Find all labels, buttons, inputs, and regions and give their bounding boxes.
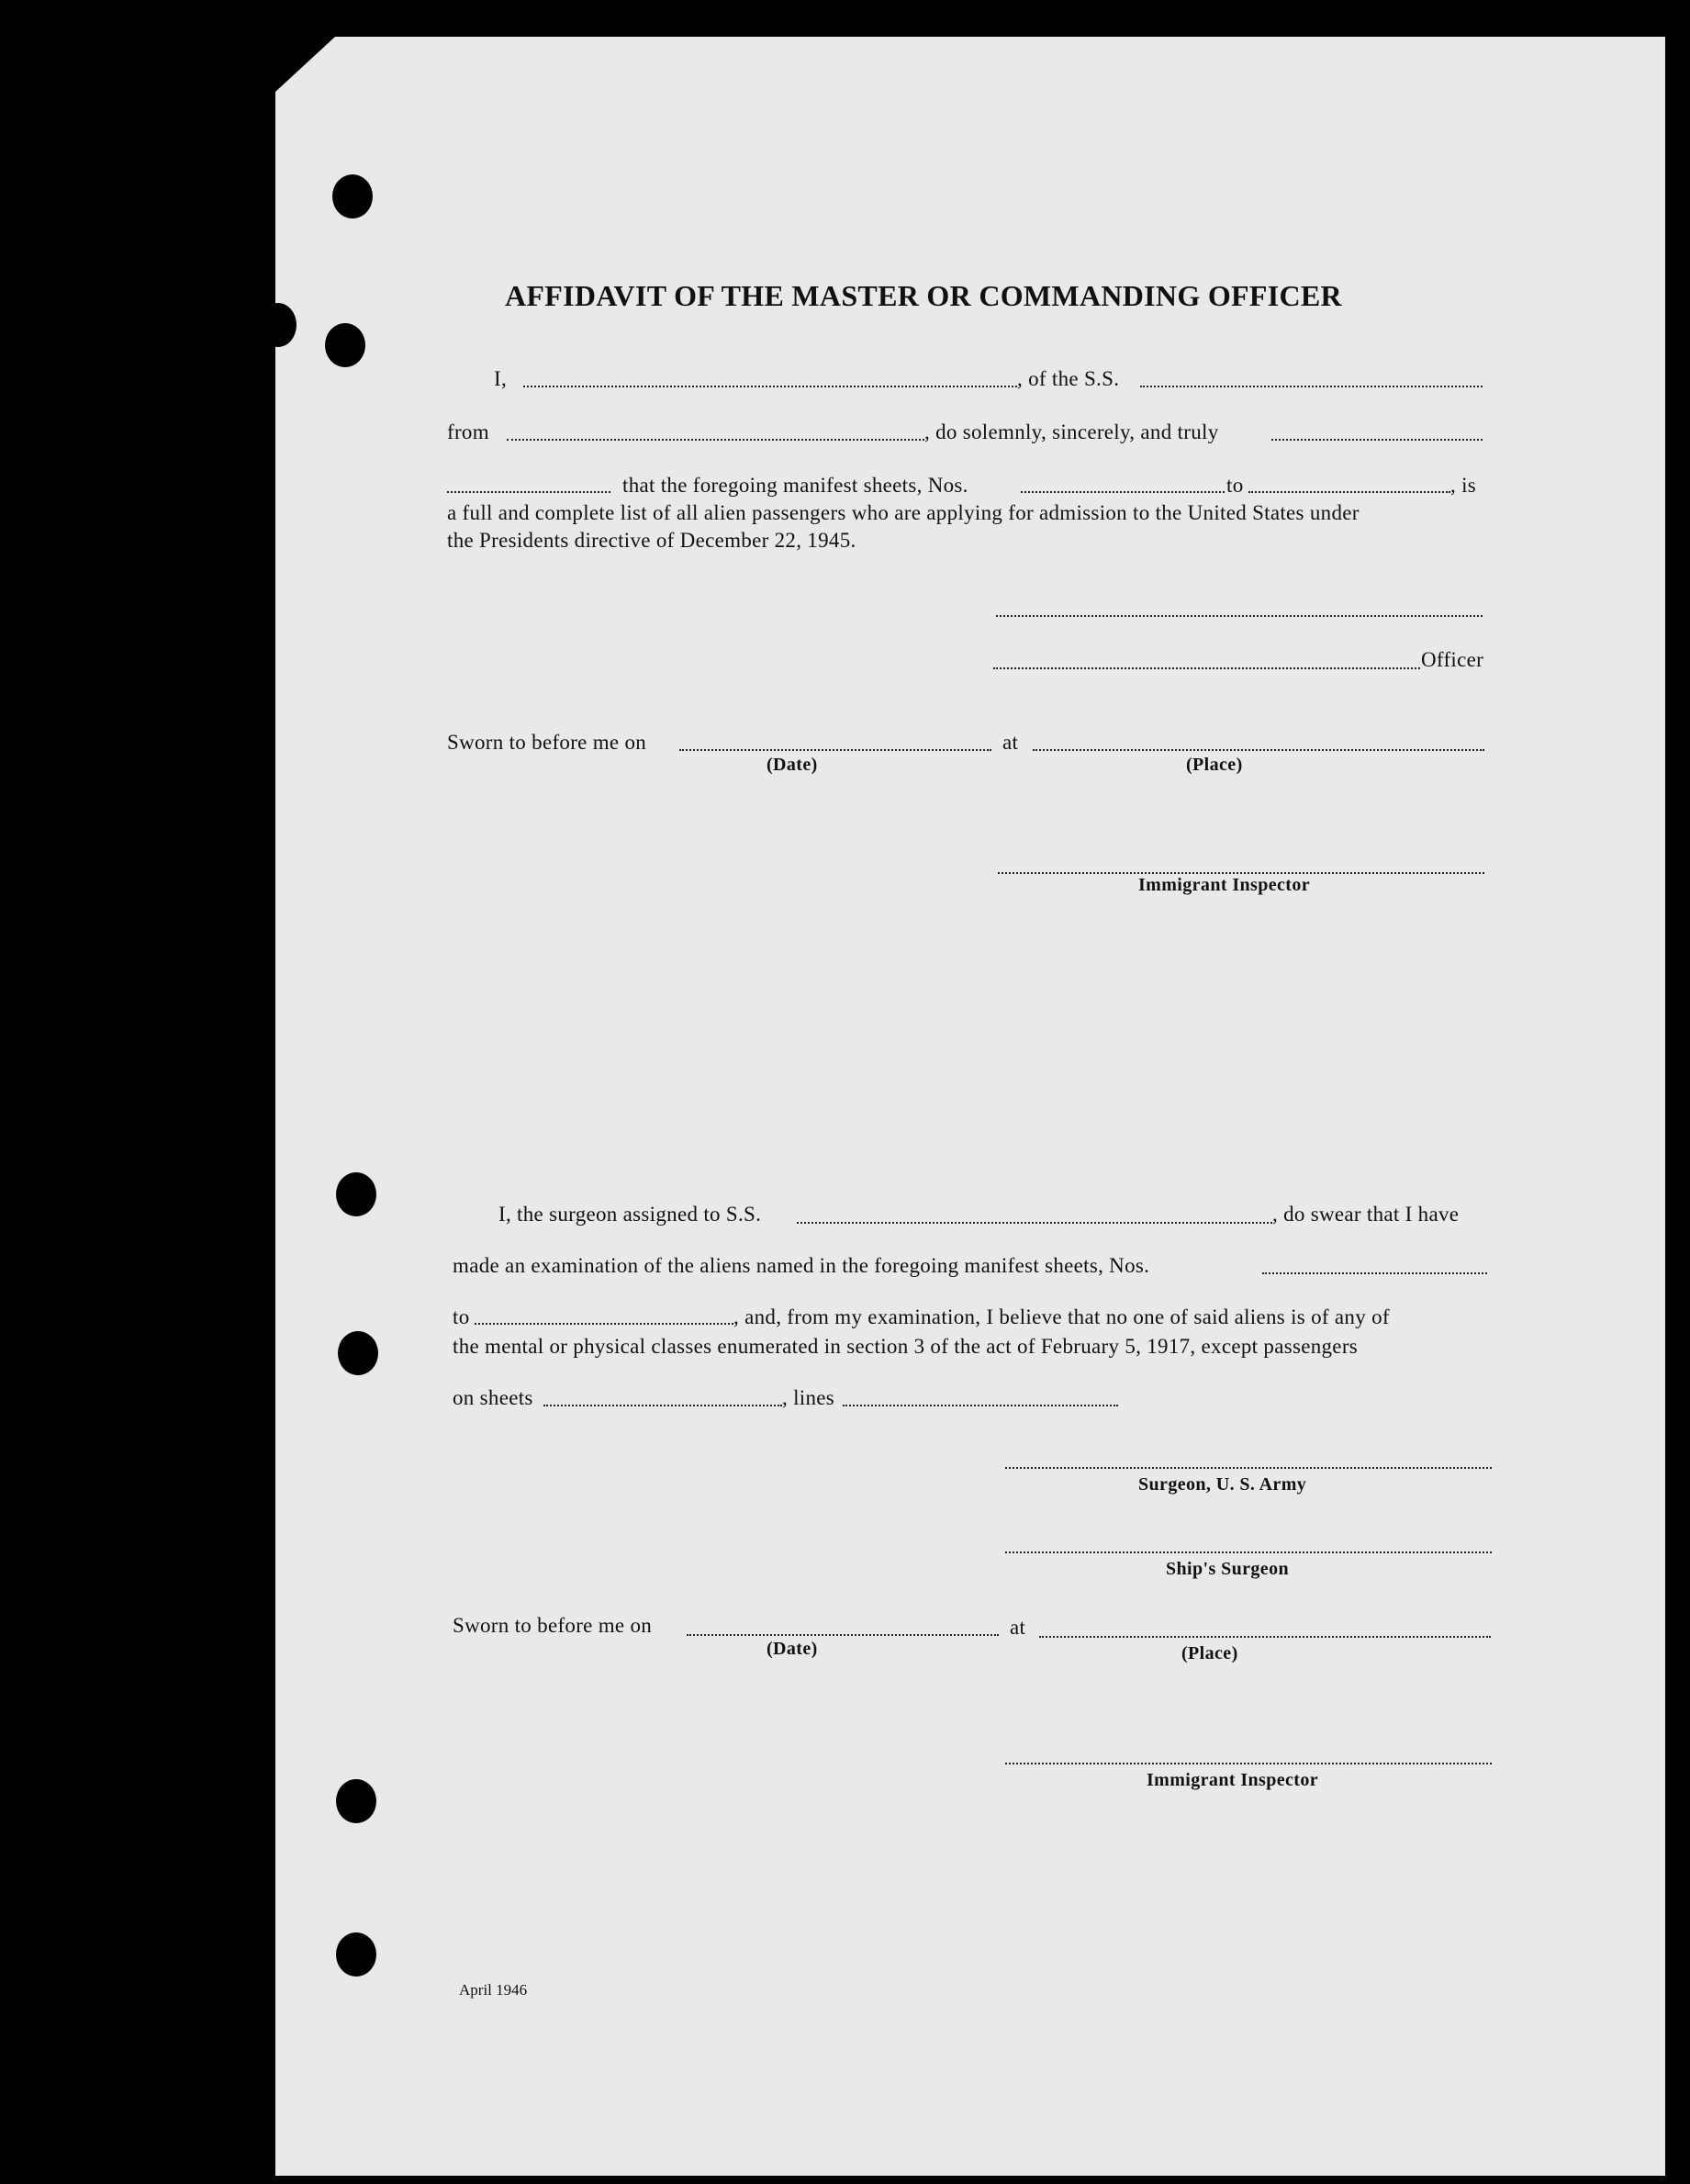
surgeon-line2: made an examination of the aliens named in the foregoing manifest sheets, Nos. — [453, 1254, 1150, 1277]
master-nos-to-field[interactable] — [1248, 491, 1450, 493]
master-i-label: I, — [494, 367, 508, 390]
master-inspector-signature-field[interactable] — [998, 872, 1484, 874]
master-inspector-caption: Immigrant Inspector — [1138, 875, 1311, 895]
master-nos-from-field[interactable] — [1021, 491, 1225, 493]
master-statement-line: the Presidents directive of December 22, 1945. — [447, 529, 856, 552]
surgeon-sworn-at-label: at — [1010, 1616, 1026, 1639]
master-swear-label: , do solemnly, sincerely, and truly — [924, 420, 1219, 443]
master-is-label: , is — [1450, 474, 1477, 497]
surgeon-inspector-caption: Immigrant Inspector — [1147, 1770, 1319, 1790]
surgeon-line1-suffix: , do swear that I have — [1272, 1203, 1460, 1226]
punch-hole — [332, 174, 373, 218]
surgeon-line1-prefix: I, the surgeon assigned to S.S. — [498, 1203, 762, 1226]
surgeon-nos-to-field[interactable] — [475, 1323, 733, 1325]
master-date-caption: (Date) — [767, 755, 818, 775]
surgeon-sworn-date-field[interactable] — [687, 1634, 999, 1636]
surgeon-line4: the mental or physical classes enumerated in section 3 of the act of February 5, 1917, except passengers — [453, 1335, 1359, 1358]
ship-surgeon-signature-field[interactable] — [1005, 1551, 1492, 1553]
form-revision-date: April 1946 — [459, 1981, 528, 1999]
form-title: AFFIDAVIT OF THE MASTER OR COMMANDING OFFICER — [505, 279, 1342, 312]
form-sheet — [275, 37, 1665, 2176]
master-sworn-place-field[interactable] — [1033, 749, 1484, 751]
punch-hole — [336, 1172, 376, 1216]
surgeon-ship-field[interactable] — [797, 1222, 1272, 1224]
officer-title-field[interactable] — [993, 667, 1420, 669]
master-sworn-at-label: at — [1002, 731, 1019, 754]
master-foregoing-label: that the foregoing manifest sheets, Nos. — [622, 474, 968, 497]
master-from-label: from — [447, 420, 489, 443]
ship-surgeon-caption: Ship's Surgeon — [1166, 1559, 1289, 1579]
master-from-field[interactable] — [507, 439, 924, 441]
officer-signature-field[interactable] — [996, 615, 1483, 617]
master-place-caption: (Place) — [1186, 755, 1243, 775]
master-sworn-label: Sworn to before me on — [447, 731, 647, 754]
master-ship-field[interactable] — [1140, 386, 1483, 387]
master-oath-field[interactable] — [447, 491, 610, 493]
master-swear-field[interactable] — [1271, 439, 1483, 441]
master-to-label: to — [1226, 474, 1244, 497]
master-sworn-date-field[interactable] — [679, 749, 991, 751]
punch-hole — [338, 1331, 378, 1375]
surgeon-nos-from-field[interactable] — [1262, 1272, 1487, 1274]
surgeon-sheets-field[interactable] — [543, 1405, 782, 1406]
officer-label: Officer — [1421, 648, 1484, 671]
punch-hole — [260, 303, 297, 347]
surgeon-inspector-signature-field[interactable] — [1005, 1763, 1492, 1764]
surgeon-place-caption: (Place) — [1181, 1643, 1238, 1663]
surgeon-line3: , and, from my examination, I believe that no one of said aliens is of any of — [733, 1305, 1390, 1328]
army-surgeon-caption: Surgeon, U. S. Army — [1138, 1474, 1307, 1495]
punch-hole — [336, 1779, 376, 1823]
surgeon-sworn-label: Sworn to before me on — [453, 1614, 653, 1637]
surgeon-date-caption: (Date) — [767, 1639, 818, 1659]
surgeon-sheets-label: on sheets — [453, 1386, 533, 1409]
surgeon-to-label: to — [453, 1305, 470, 1328]
punch-hole — [325, 323, 365, 367]
surgeon-sworn-place-field[interactable] — [1039, 1636, 1491, 1638]
army-surgeon-signature-field[interactable] — [1005, 1467, 1492, 1469]
master-name-field[interactable] — [523, 386, 1017, 387]
punch-hole — [336, 1932, 376, 1977]
surgeon-lines-field[interactable] — [843, 1405, 1118, 1406]
master-ship-label: , of the S.S. — [1017, 367, 1120, 390]
master-statement-line: a full and complete list of all alien passengers who are applying for admission to the United States under — [447, 501, 1360, 524]
surgeon-lines-label: , lines — [782, 1386, 835, 1409]
